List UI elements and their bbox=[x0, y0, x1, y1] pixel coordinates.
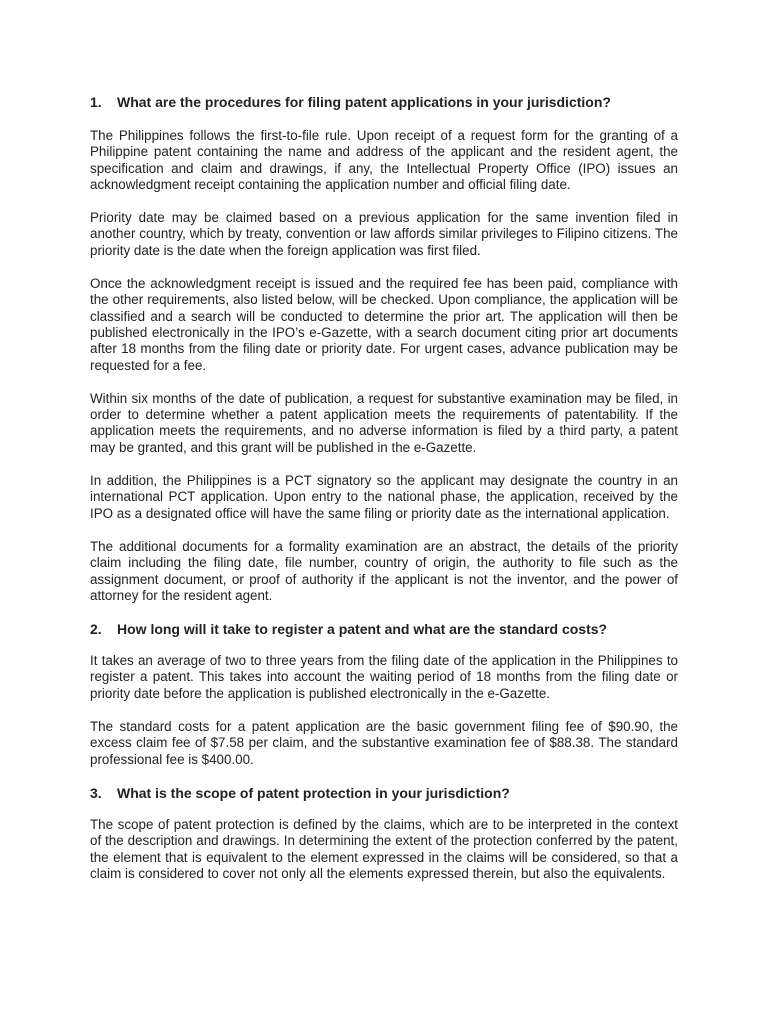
section-heading bbox=[90, 621, 678, 638]
section-3 bbox=[90, 785, 678, 882]
paragraph: The scope of patent protection is defined by the claims, which are to be interpreted in the context of the description and drawings. In determining the extent of the protection conferred by the patent, the element that is equivalent to the element expressed in the claims will be considered, so that a claim is considered to cover not only all the elements expressed therein, but also the equivalents. bbox=[90, 816, 678, 881]
section-heading bbox=[90, 94, 678, 111]
paragraph: Priority date may be claimed based on a previous application for the same invention filed in another country, which by treaty, convention or law affords similar privileges to Filipino citizens. The priority date is the date when the foreign application was first filed. bbox=[90, 210, 678, 258]
section-title: How long will it take to register a patent and what are the standard costs? bbox=[117, 621, 608, 638]
section-number: 1. bbox=[90, 94, 102, 110]
section-1 bbox=[90, 94, 678, 604]
paragraph: The Philippines follows the first-to-file rule. Upon receipt of a request form for the granting of a Philippine patent containing the name and address of the applicant and the resident agent, the specification and claim and drawings, if any, the Intellectual Property Office (IPO) issues an acknowledgment receipt containing the application number and official filing date. bbox=[90, 128, 678, 192]
section-number: 3. bbox=[90, 784, 102, 801]
paragraph: In addition, the Philippines is a PCT signatory so the applicant may designate the country in an international PCT application. Upon entry to the national phase, the application, received by the IPO as a designated office will have the same filing or priority date as the international application. bbox=[90, 473, 678, 521]
section-2 bbox=[90, 621, 678, 768]
section-number: 2. bbox=[90, 621, 102, 638]
section-heading bbox=[90, 785, 678, 802]
paragraph: It takes an average of two to three years from the filing date of the application in the Philippines to register a patent. This takes into account the waiting period of 18 months from the filing date or priority date before the application is published electronically in the e-Gazette. bbox=[90, 653, 678, 701]
document-page bbox=[90, 94, 678, 899]
paragraph: Within six months of the date of publication, a request for substantive examination may be filed, in order to determine whether a patent application meets the requirements of patentability. If the application meets the requirements, and no adverse information is filed by a third party, a patent may be granted, and this grant will be published in the e-Gazette. bbox=[90, 390, 678, 455]
paragraph: Once the acknowledgment receipt is issued and the required fee has been paid, compliance with the other requirements, also listed below, will be checked. Upon compliance, the application will be classified and a search will be conducted to determine the prior art. The application will then be published electronically in the IPO’s e-Gazette, with a search document citing prior art documents after 18 months from the filing date or priority date. For urgent cases, advance publication may be requested for a fee. bbox=[90, 276, 678, 373]
paragraph: The standard costs for a patent application are the basic government filing fee of $90.90, the excess claim fee of $7.58 per claim, and the substantive examination fee of $88.38. The standard professional fee is $400.00. bbox=[90, 719, 678, 767]
section-title: What are the procedures for filing patent applications in your jurisdiction? bbox=[117, 94, 611, 110]
paragraph: The additional documents for a formality examination are an abstract, the details of the priority claim including the filing date, file number, country of origin, the authority to file such as the assignment document, or proof of authority if the applicant is not the inventor, and the power of attorney for the resident agent. bbox=[90, 538, 678, 603]
section-title: What is the scope of patent protection in your jurisdiction? bbox=[117, 784, 510, 801]
